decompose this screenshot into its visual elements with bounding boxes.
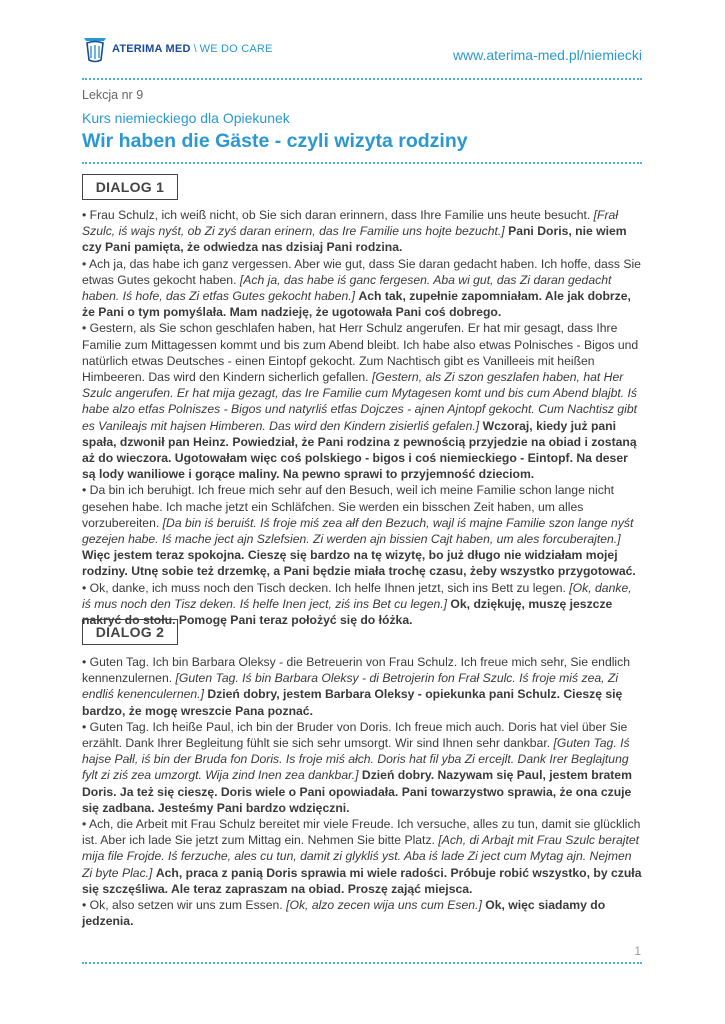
- dialog-1-label: DIALOG 1: [82, 174, 178, 200]
- phonetic-text: [Guten Tag. Iś bin Barbara Oleksy - di Betrojerin fon Frał Szulc. Iś froje miś zea, Zi endliś kenenculernen.]: [82, 671, 619, 702]
- brand-name: ATERIMA MED: [112, 43, 191, 55]
- lesson-number: Lekcja nr 9: [82, 88, 144, 102]
- logo-mark-icon: [82, 34, 108, 64]
- dialog-line: [82, 654, 642, 719]
- polish-translation: Ok, dziękuję, muszę jeszcze nakryć do stołu. Pomogę Pani teraz położyć się do łóżka.: [82, 596, 613, 628]
- dialog-line: [82, 320, 642, 482]
- phonetic-text: [Da bin iś beruiśt. Iś froje miś zea ałf den Bezuch, wajl iś majne Familie szon lange nyśt gezejen habe. Iś mache ject ajn Szlefsien. Zi werden ajn bissien Cajt haben, um ales forcuberajten.]: [82, 515, 634, 547]
- german-text: • Guten Tag. Ich bin Barbara Oleksy - die Betreuerin von Frau Schulz. Ich freue mich sehr, Sie endlich kennenzulernen.: [82, 655, 631, 686]
- polish-translation: Ach tak, zupełnie zapomniałam. Ale jak dobrze, że Pani o tym pomyślała. Mam nadzieję, że ugotowała Pani coś dobrego.: [82, 289, 631, 320]
- brand-separator: \: [193, 43, 197, 55]
- german-text: • Ach, die Arbeit mit Frau Schulz bereitet mir viele Freude. Ich versuche, alles zu tun, damit sie glücklich ist. Aber ich lade Sie jetzt zum Mittag ein. Nehmen Sie bitte Platz.: [82, 817, 641, 848]
- header-divider: [82, 78, 642, 80]
- phonetic-text: [Guten Tag. Iś hajse Pałl, iś bin der Bruda fon Doris. Is froje miś ałch. Doris hat fil yba Zi ercejlt. Dank Irer Beglajtung fylt zi ziś zea umzorgt. Wija zind Inen zea dankbar.]: [82, 736, 630, 783]
- phonetic-text: [Gestern, als Zi szon geszlafen haben, hat Her Szulc angerufen. Er hat mija gezagt, das Ire Familie cum Mytagesen komt und bis cum Abend blajbt. Iś habe alzo etfas Polniszes - Bigos und natyrliś etfas Dojczes - ajnen Ajntopf gekocht. Cum Nachtisz gibt es Vanileajs mit hajsen Himberen. Das wird den Kindern zisierliś gefalen.]: [82, 370, 638, 433]
- polish-translation: Wczoraj, kiedy już pani spała, dzwonił pan Heinz. Powiedział, że Pani rodzina z pewnością przyjedzie na obiad i zostaną aż do wieczora. Ugotowałam więc coś polskiego - bigos i coś niemieckiego - Eintopf. Na deser są lody waniliowe i gorące maliny. Na pewno sprawi to przyjemność dzieciom.: [82, 418, 637, 482]
- polish-translation: Ach, praca z panią Doris sprawia mi wiele radości. Próbuje robić wszystko, by czuła się szczęśliwa. Ale teraz zapraszam na obiad. Proszę zająć miejsca.: [82, 865, 642, 896]
- page-title: Wir haben die Gäste - czyli wizyta rodziny: [82, 130, 468, 152]
- polish-translation: Pani Doris, nie wiem czy Pani pamięta, że odwiedza nas dzisiaj Pani rodzina.: [82, 224, 627, 255]
- german-text: • Da bin ich beruhigt. Ich freue mich sehr auf den Besuch, weil ich meine Familie schon lange nicht gesehen habe. Ich mache jetzt ein Schläfchen. Sie werden ein bisschen Zeit haben, um alles vorzubereiten.: [82, 483, 614, 530]
- website-link[interactable]: www.aterima-med.pl/niemiecki: [452, 47, 642, 63]
- german-text: • Ach ja, das habe ich ganz vergessen. Aber wie gut, dass Sie daran gedacht haben. Ich hoffe, dass Sie etwas Gutes gekocht haben.: [82, 256, 641, 287]
- phonetic-text: [Frał Szulc, iś wajs nyśt, ob Zi zyś daran erinern, das Ire Familie uns hojte bezucht.]: [82, 208, 619, 239]
- polish-translation: Dzień dobry, jestem Barbara Oleksy - opiekunka pani Schulz. Cieszę się bardzo, że mogę wreszcie Pana poznać.: [82, 687, 623, 718]
- aterima-med-logo: [82, 30, 273, 68]
- polish-translation: Więc jestem teraz spokojna. Cieszę się bardzo na tę wizytę, bo już długo nie widziałam mojej rodziny. Utnę sobie też drzemkę, a Pani będzie miała trochę czasu, żeby wszystko przygotować.: [82, 548, 636, 579]
- german-text: • Gestern, als Sie schon geschlafen haben, hat Herr Schulz angerufen. Er hat mir gesagt, dass Ihre Familie zum Mittagessen kommt und bis zum Abend bleibt. Ich habe also etwas Polnisches - Bigos und natürlich etwas Deutsches - einen Eintopf gekocht. Zum Nachtisch gibt es Vanilleeis mit heißen Himbeeren. Das wird den Kindern sicherlich gefallen.: [82, 321, 639, 385]
- german-text: • Frau Schulz, ich weiß nicht, ob Sie sich daran erinnern, dass Ihre Familie uns heute besucht.: [82, 208, 591, 222]
- brand-tagline: WE DO CARE: [199, 43, 273, 55]
- page-number: 1: [634, 944, 641, 958]
- dialog-2-text: [82, 654, 642, 929]
- dialog-line: [82, 207, 642, 256]
- phonetic-text: [Ach, di Arbajt mit Frau Szulc berajtet mija file Frojde. Iś ferzuche, ales cu tun, damit zi glykliś yst. Aba iś lade Zi ject cum Mytag ajn. Nejmen Zi byte Plac.]: [82, 833, 640, 880]
- phonetic-text: [Ok, alzo zecen wija uns cum Esen.]: [286, 898, 482, 913]
- page-header: [82, 28, 642, 72]
- dialog-line: [82, 719, 642, 816]
- polish-translation: Dzień dobry. Nazywam się Paul, jestem bratem Doris. Ja też się cieszę. Doris wiele o Pani opowiadała. Pani towarzystwo sprawia, że ona czuje się zadbana. Jesteśmy Pani bardzo wdzięczni.: [82, 768, 632, 815]
- german-text: • Guten Tag. Ich heiße Paul, ich bin der Bruder von Doris. Ich freue mich auch. Doris hat viel über Sie erzählt. Dank Ihrer Begleitung fühlt sie sich sehr umsorgt. Wir sind Ihnen sehr dankbar.: [82, 719, 628, 751]
- dialog-1-text: [82, 207, 642, 628]
- dialog-line: [82, 897, 642, 929]
- phonetic-text: [Ok, danke, iś mus noch den Tisz deken. Iś helfe Inen ject, ziś ins Bet cu legen.]: [82, 580, 632, 611]
- dialog-line: [82, 256, 642, 321]
- dialog-2-label: DIALOG 2: [82, 619, 178, 645]
- german-text: • Ok, danke, ich muss noch den Tisch decken. Ich helfe Ihnen jetzt, sich ins Bett zu legen.: [82, 580, 566, 595]
- footer-divider: [82, 962, 642, 964]
- polish-translation: Ok, więc siadamy do jedzenia.: [82, 898, 606, 929]
- dialog-line: [82, 816, 642, 897]
- course-name: Kurs niemieckiego dla Opiekunek: [82, 110, 290, 126]
- german-text: • Ok, also setzen wir uns zum Essen.: [82, 898, 283, 913]
- dialog-line: [82, 482, 642, 579]
- title-divider: [82, 162, 642, 164]
- phonetic-text: [Ach ja, das habe iś ganc fergesen. Aba wi gut, das Zi daran gedacht haben. Iś hofe, das Zi etfas Gutes gekocht haben.]: [82, 272, 612, 304]
